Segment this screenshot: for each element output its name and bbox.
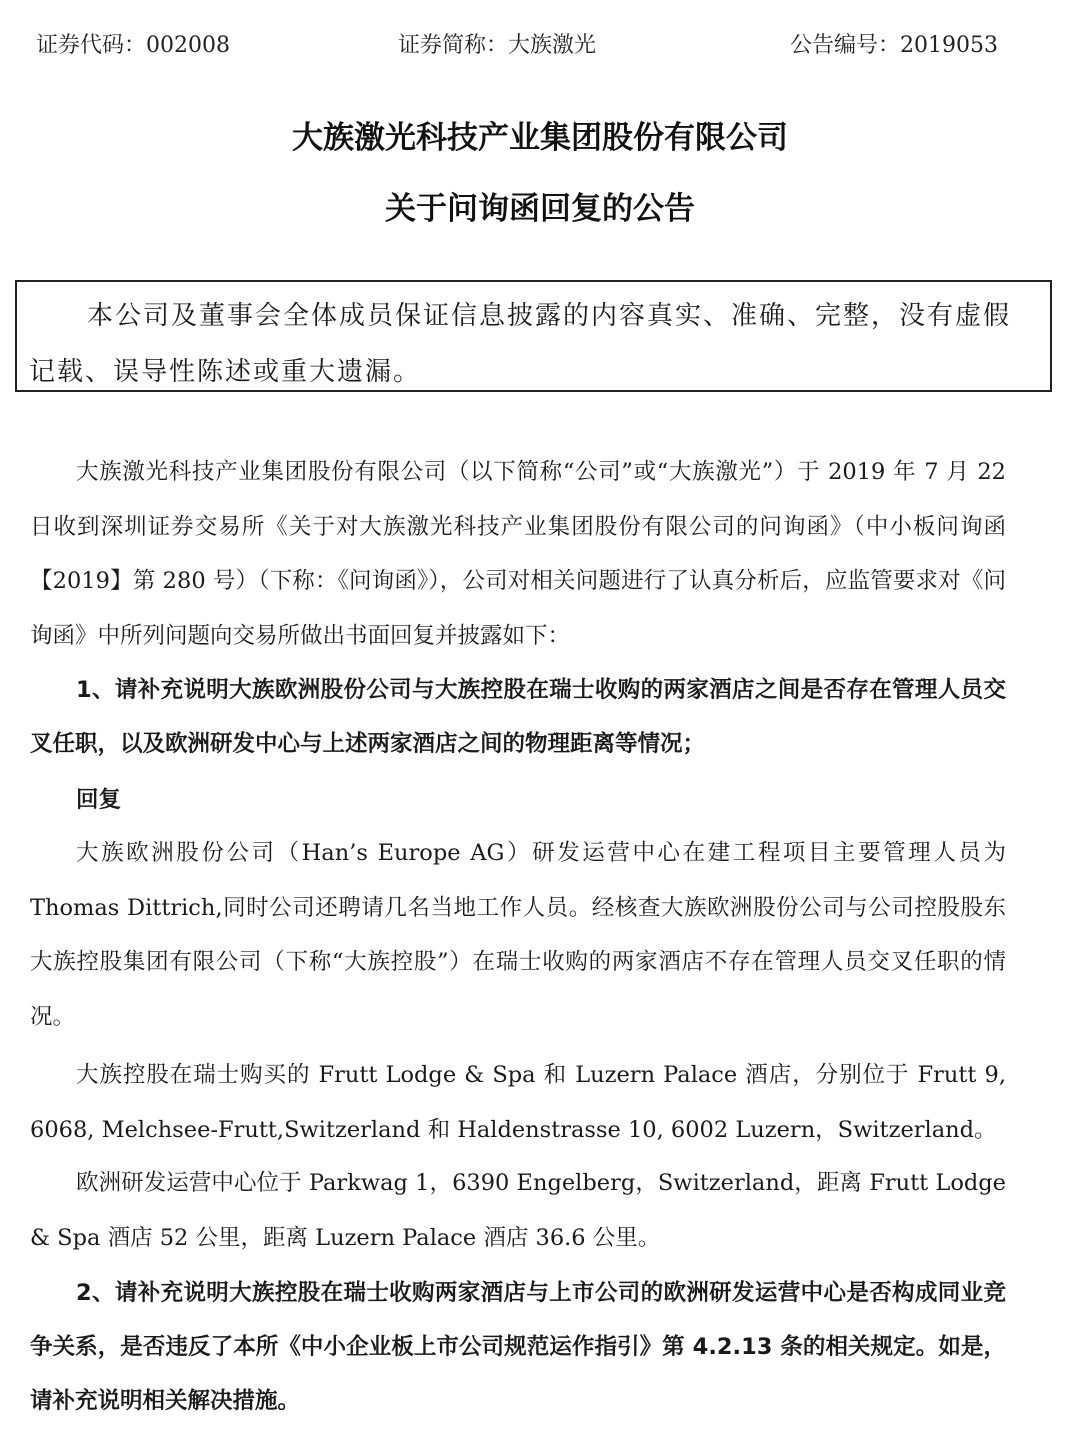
- announcement-number: 公告编号：2019053: [790, 33, 998, 58]
- security-short-name: 证券简称：大族激光: [398, 33, 597, 58]
- question-2: 2、请补充说明大族控股在瑞士收购两家酒店与上市公司的欧洲研发运营中心是否构成同业竞争关系，是否违反了本所《中小企业板上市公司规范运作指引》第 4.2.13 条的相关规定。如是，请补充说明相关解决措施。: [30, 1280, 1006, 1414]
- question-1: 1、请补充说明大族欧洲股份公司与大族控股在瑞士收购的两家酒店之间是否存在管理人员交叉任职，以及欧洲研发中心与上述两家酒店之间的物理距离等情况；: [30, 677, 1006, 757]
- reply-paragraph-2: 大族控股在瑞士购买的 Frutt Lodge & Spa 和 Luzern Palace 酒店，分别位于 Frutt 9, 6068, Melchsee-Frutt,Switzerland 和 Haldenstrasse 10, 6002 Luzern，Switzerland。: [30, 1062, 1006, 1143]
- reply-paragraph-1: 大族欧洲股份公司（Han’s Europe AG）研发运营中心在建工程项目主要管理人员为 Thomas Dittrich,同时公司还聘请几名当地工作人员。经核查大族欧洲股份公司与公司控股股东大族控股集团有限公司（下称“大族控股”）在瑞士收购的两家酒店不存在管理人员交叉任职的情况。: [30, 840, 1006, 1030]
- security-code: 证券代码：002008: [36, 33, 230, 58]
- disclaimer-box: [15, 280, 1052, 392]
- document-header: [0, 22, 1080, 62]
- reply-paragraph-3: 欧洲研发运营中心位于 Parkwag 1，6390 Engelberg，Switzerland，距离 Frutt Lodge & Spa 酒店 52 公里，距离 Luzern Palace 酒店 36.6 公里。: [30, 1170, 1006, 1251]
- company-title: 大族激光科技产业集团股份有限公司: [292, 120, 788, 156]
- reply-heading: 回复: [76, 787, 122, 813]
- disclaimer-text: 本公司及董事会全体成员保证信息披露的内容真实、准确、完整，没有虚假记载、误导性陈述或重大遗漏。: [29, 301, 1012, 387]
- announcement-title: 关于问询函回复的公告: [385, 191, 695, 227]
- intro-paragraph: 大族激光科技产业集团股份有限公司（以下简称“公司”或“大族激光”）于 2019 年 7 月 22 日收到深圳证券交易所《关于对大族激光科技产业集团股份有限公司的问询函》（中小板问询函【2019】第 280 号）（下称：《问询函》），公司对相关问题进行了认真分析后，应监管要求对《问询函》中所列问题向交易所做出书面回复并披露如下：: [30, 459, 1006, 649]
